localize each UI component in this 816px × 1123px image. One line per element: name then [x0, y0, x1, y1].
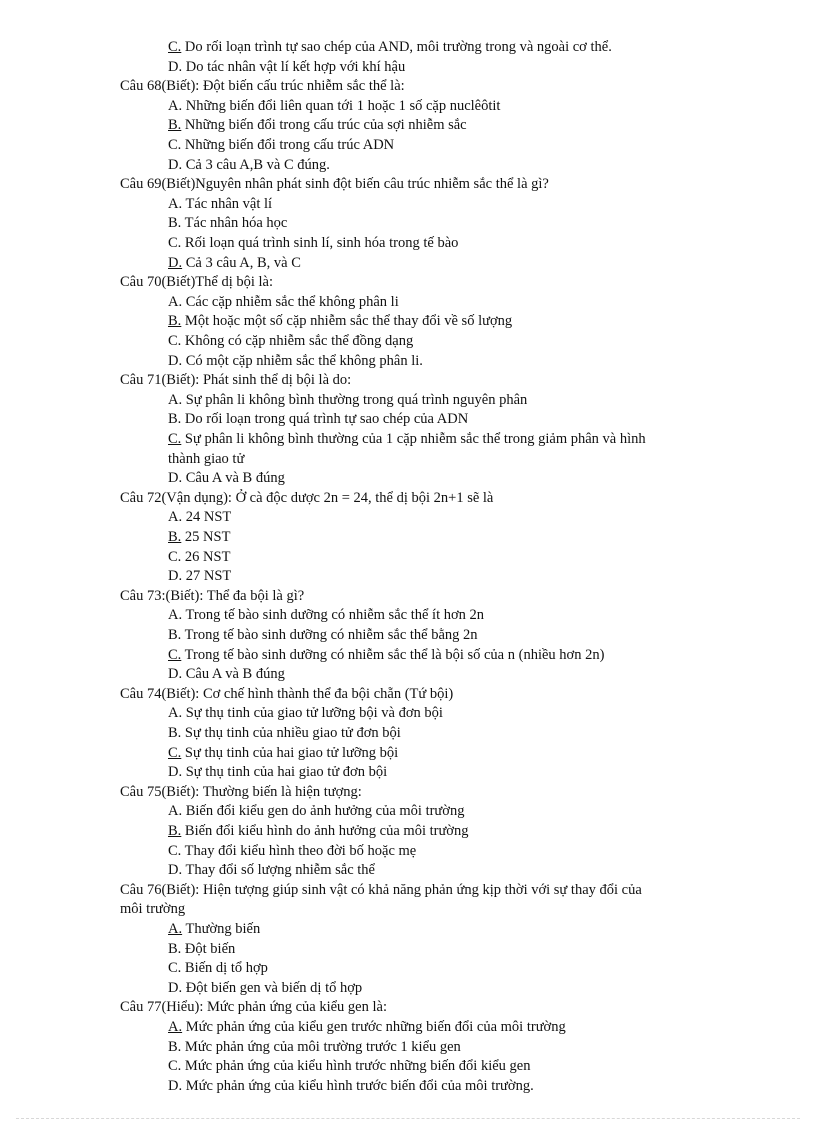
answer-text: Cả 3 câu A,B và C đúng.: [185, 156, 330, 173]
question-text: Câu 76(Biết): Hiện tượng giúp sinh vật có khả năng phản ứng kịp thời với sự thay đổi của: [120, 881, 642, 898]
answer-letter: D.: [168, 58, 183, 75]
answer-letter: D.: [168, 568, 183, 585]
answer-option: [168, 626, 478, 646]
answer-text: 26 NST: [184, 548, 231, 565]
answer-text: 24 NST: [185, 509, 232, 526]
answer-option: [168, 744, 398, 764]
correct-answer-letter: D.: [168, 254, 183, 271]
answer-letter: C.: [168, 137, 182, 153]
answer-text: Những biến đổi liên quan tới 1 hoặc 1 số cặp nuclêôtit: [185, 97, 501, 114]
answer-letter: D.: [168, 156, 183, 173]
question-text: Câu 71(Biết): Phát sinh thể dị bội là do:: [120, 372, 352, 389]
question-line: [120, 273, 273, 293]
answer-text: Không có cặp nhiễm sắc thể đồng dạng: [184, 333, 414, 349]
answer-text: Sự thụ tinh của giao tử lưỡng bội và đơn bội: [185, 705, 443, 722]
answer-text: Sự thụ tinh của hai giao tử lưỡng bội: [184, 744, 399, 761]
answer-text: Do tác nhân vật lí kết hợp với khí hậu: [185, 58, 406, 75]
answer-option: [168, 1057, 530, 1077]
correct-answer-letter: A.: [168, 921, 183, 937]
answer-text: Câu A và B đúng: [185, 666, 285, 683]
answer-letter: B.: [168, 411, 182, 428]
answer-text: Sự phân li không bình thường trong quá trình nguyên phân: [185, 391, 528, 408]
answer-letter: D.: [168, 470, 183, 487]
answer-option: [168, 606, 484, 626]
question-line: [120, 998, 387, 1018]
answer-text: Biến dị tổ hợp: [184, 960, 268, 977]
answer-text: 25 NST: [184, 529, 231, 545]
answer-option: [168, 665, 285, 685]
question-text: Câu 68(Biết): Đột biến cấu trúc nhiễm sắc thể là:: [120, 78, 405, 95]
answer-letter: A.: [168, 607, 183, 624]
answer-option: [168, 156, 330, 176]
question-text: Câu 73:(Biết): Thể đa bội là gì?: [120, 587, 305, 604]
correct-answer-letter: C.: [168, 39, 182, 55]
question-line: [120, 783, 362, 803]
answer-option: [168, 469, 285, 489]
answer-text: Trong tế bào sinh dưỡng có nhiễm sắc thể ít hơn 2n: [185, 607, 485, 624]
answer-text: Biến đổi kiểu hình do ảnh hưởng của môi trường: [184, 823, 469, 839]
answer-text: Tác nhân vật lí: [185, 195, 273, 212]
answer-option: [168, 195, 272, 215]
answer-option: [168, 293, 399, 313]
answer-text: Cả 3 câu A, B, và C: [185, 254, 301, 271]
answer-option: [168, 410, 468, 430]
question-text: môi trường: [120, 901, 186, 918]
answer-letter: A.: [168, 195, 183, 212]
question-text: Câu 74(Biết): Cơ chế hình thành thể đa bội chẵn (Tứ bội): [120, 685, 454, 702]
answer-letter: C.: [168, 235, 182, 251]
answer-text: Trong tế bào sinh dưỡng có nhiễm sắc thể là bội số của n (nhiều hơn 2n): [184, 646, 605, 663]
question-continuation: [120, 900, 185, 920]
answer-text: Mức phản ứng của kiểu gen trước những biến đổi của môi trường: [185, 1019, 566, 1035]
answer-option: [168, 312, 512, 332]
answer-letter: C.: [168, 960, 182, 977]
answer-option: [168, 332, 413, 352]
answer-option: [168, 842, 416, 862]
answer-option: [168, 861, 375, 881]
answer-text: Những biến đổi trong cấu trúc ADN: [184, 137, 395, 153]
question-line: [120, 489, 493, 509]
answer-text: Sự thụ tinh của nhiều giao tử đơn bội: [184, 725, 401, 741]
answer-letter: A.: [168, 97, 183, 114]
answer-letter: D.: [168, 979, 183, 996]
answer-letter: A.: [168, 391, 183, 408]
answer-letter: D.: [168, 764, 183, 781]
answer-text: Những biến đổi trong cấu trúc của sợi nhiễm sắc: [184, 117, 467, 134]
correct-answer-letter: C.: [168, 431, 182, 447]
answer-option: [168, 704, 443, 724]
answer-text: Do rối loạn trong quá trình tự sao chép của ADN: [184, 411, 469, 428]
answer-text: Có một cặp nhiễm sắc thể không phân li.: [185, 352, 423, 369]
answer-option: [168, 802, 464, 822]
answer-option: [168, 254, 301, 274]
question-line: [120, 77, 405, 97]
answer-text: Thay đổi kiểu hình theo đời bố hoặc mẹ: [184, 842, 417, 859]
answer-letter: B.: [168, 940, 182, 957]
answer-option: [168, 1077, 534, 1097]
answer-text: Trong tế bào sinh dưỡng có nhiễm sắc thể bằng 2n: [184, 627, 478, 643]
correct-answer-letter: B.: [168, 117, 182, 134]
answer-letter: C.: [168, 842, 182, 859]
correct-answer-letter: A.: [168, 1019, 183, 1035]
answer-letter: D.: [168, 1077, 183, 1094]
answer-text: Mức phản ứng của kiểu hình trước biến đổi của môi trường.: [185, 1077, 534, 1094]
answer-letter: C.: [168, 333, 182, 349]
answer-text: Thường biến: [185, 921, 261, 937]
answer-option: [168, 58, 405, 78]
answer-option: [168, 763, 387, 783]
answer-text: Biến đổi kiểu gen do ảnh hưởng của môi trường: [185, 803, 465, 820]
answer-letter: D.: [168, 862, 183, 879]
answer-text: 27 NST: [185, 568, 232, 585]
answer-letter: A.: [168, 509, 183, 526]
answer-text: Rối loạn quá trình sinh lí, sinh hóa trong tế bào: [184, 235, 459, 251]
answer-option: [168, 646, 604, 666]
question-line: [120, 881, 642, 901]
question-line: [120, 685, 453, 705]
answer-option: [168, 508, 231, 528]
answer-option: [168, 97, 500, 117]
page-bottom-divider: [16, 1118, 800, 1119]
answer-text: Mức phản ứng của môi trường trước 1 kiểu gen: [184, 1038, 461, 1055]
answer-letter: D.: [168, 666, 183, 683]
answer-letter: B.: [168, 1038, 182, 1055]
answer-option: [168, 920, 260, 940]
answer-text: Đột biến: [184, 940, 236, 957]
answer-option: [168, 940, 235, 960]
answer-option: [168, 116, 467, 136]
answer-letter: C.: [168, 548, 182, 565]
answer-option: [168, 1038, 461, 1058]
answer-letter: C.: [168, 1058, 182, 1075]
question-text: Câu 77(Hiểu): Mức phản ứng của kiểu gen là:: [120, 999, 387, 1016]
answer-option: [168, 352, 423, 372]
answer-option: [168, 391, 527, 411]
answer-option: [168, 959, 268, 979]
answer-text: Tác nhân hóa học: [184, 215, 288, 232]
answer-text: Câu A và B đúng: [185, 470, 285, 487]
question-line: [120, 587, 304, 607]
answer-text: Thay đổi số lượng nhiễm sắc thể: [185, 862, 375, 879]
answer-option: [168, 38, 612, 58]
correct-answer-letter: B.: [168, 529, 182, 545]
answer-option: [168, 567, 231, 587]
question-line: [120, 175, 549, 195]
question-text: Câu 72(Vận dụng): Ở cà độc dược 2n = 24, thể dị bội 2n+1 sẽ là: [120, 489, 494, 506]
answer-option: [168, 234, 458, 254]
question-line: [120, 371, 351, 391]
answer-letter: D.: [168, 352, 183, 369]
answer-text: thành giao tử: [168, 450, 245, 467]
answer-text: Sự phân li không bình thường của 1 cặp nhiễm sắc thể trong giảm phân và hình: [184, 431, 646, 447]
answer-letter: A.: [168, 705, 183, 722]
question-text: Câu 75(Biết): Thường biến là hiện tượng:: [120, 783, 362, 800]
answer-text: Do rối loạn trình tự sao chép của AND, môi trường trong và ngoài cơ thể.: [184, 39, 612, 55]
answer-text: Đột biến gen và biến dị tổ hợp: [185, 979, 363, 996]
question-text: Câu 69(Biết)Nguyên nhân phát sinh đột biến câu trúc nhiễm sắc thể là gì?: [120, 176, 549, 193]
answer-option: [168, 136, 394, 156]
answer-letter: A.: [168, 293, 183, 310]
answer-text: Sự thụ tinh của hai giao tử đơn bội: [185, 764, 388, 781]
answer-option: [168, 724, 401, 744]
answer-letter: A.: [168, 803, 183, 820]
correct-answer-letter: B.: [168, 823, 182, 839]
answer-letter: B.: [168, 215, 182, 232]
answer-option: [168, 1018, 566, 1038]
answer-letter: B.: [168, 627, 182, 643]
answer-text: Mức phản ứng của kiểu hình trước những biến đổi kiểu gen: [184, 1058, 531, 1075]
correct-answer-letter: B.: [168, 313, 182, 330]
answer-option: [168, 528, 230, 548]
answer-option: [168, 822, 468, 842]
answer-option: [168, 430, 646, 450]
correct-answer-letter: C.: [168, 646, 182, 663]
question-text: Câu 70(Biết)Thể dị bội là:: [120, 274, 274, 291]
answer-option: [168, 214, 287, 234]
answer-option: [168, 548, 230, 568]
answer-text: Các cặp nhiễm sắc thể không phân li: [185, 293, 399, 310]
correct-answer-letter: C.: [168, 744, 182, 761]
answer-continuation: [168, 450, 244, 470]
answer-text: Một hoặc một số cặp nhiễm sắc thể thay đổi về số lượng: [184, 313, 513, 330]
answer-option: [168, 979, 362, 999]
answer-letter: B.: [168, 725, 182, 741]
